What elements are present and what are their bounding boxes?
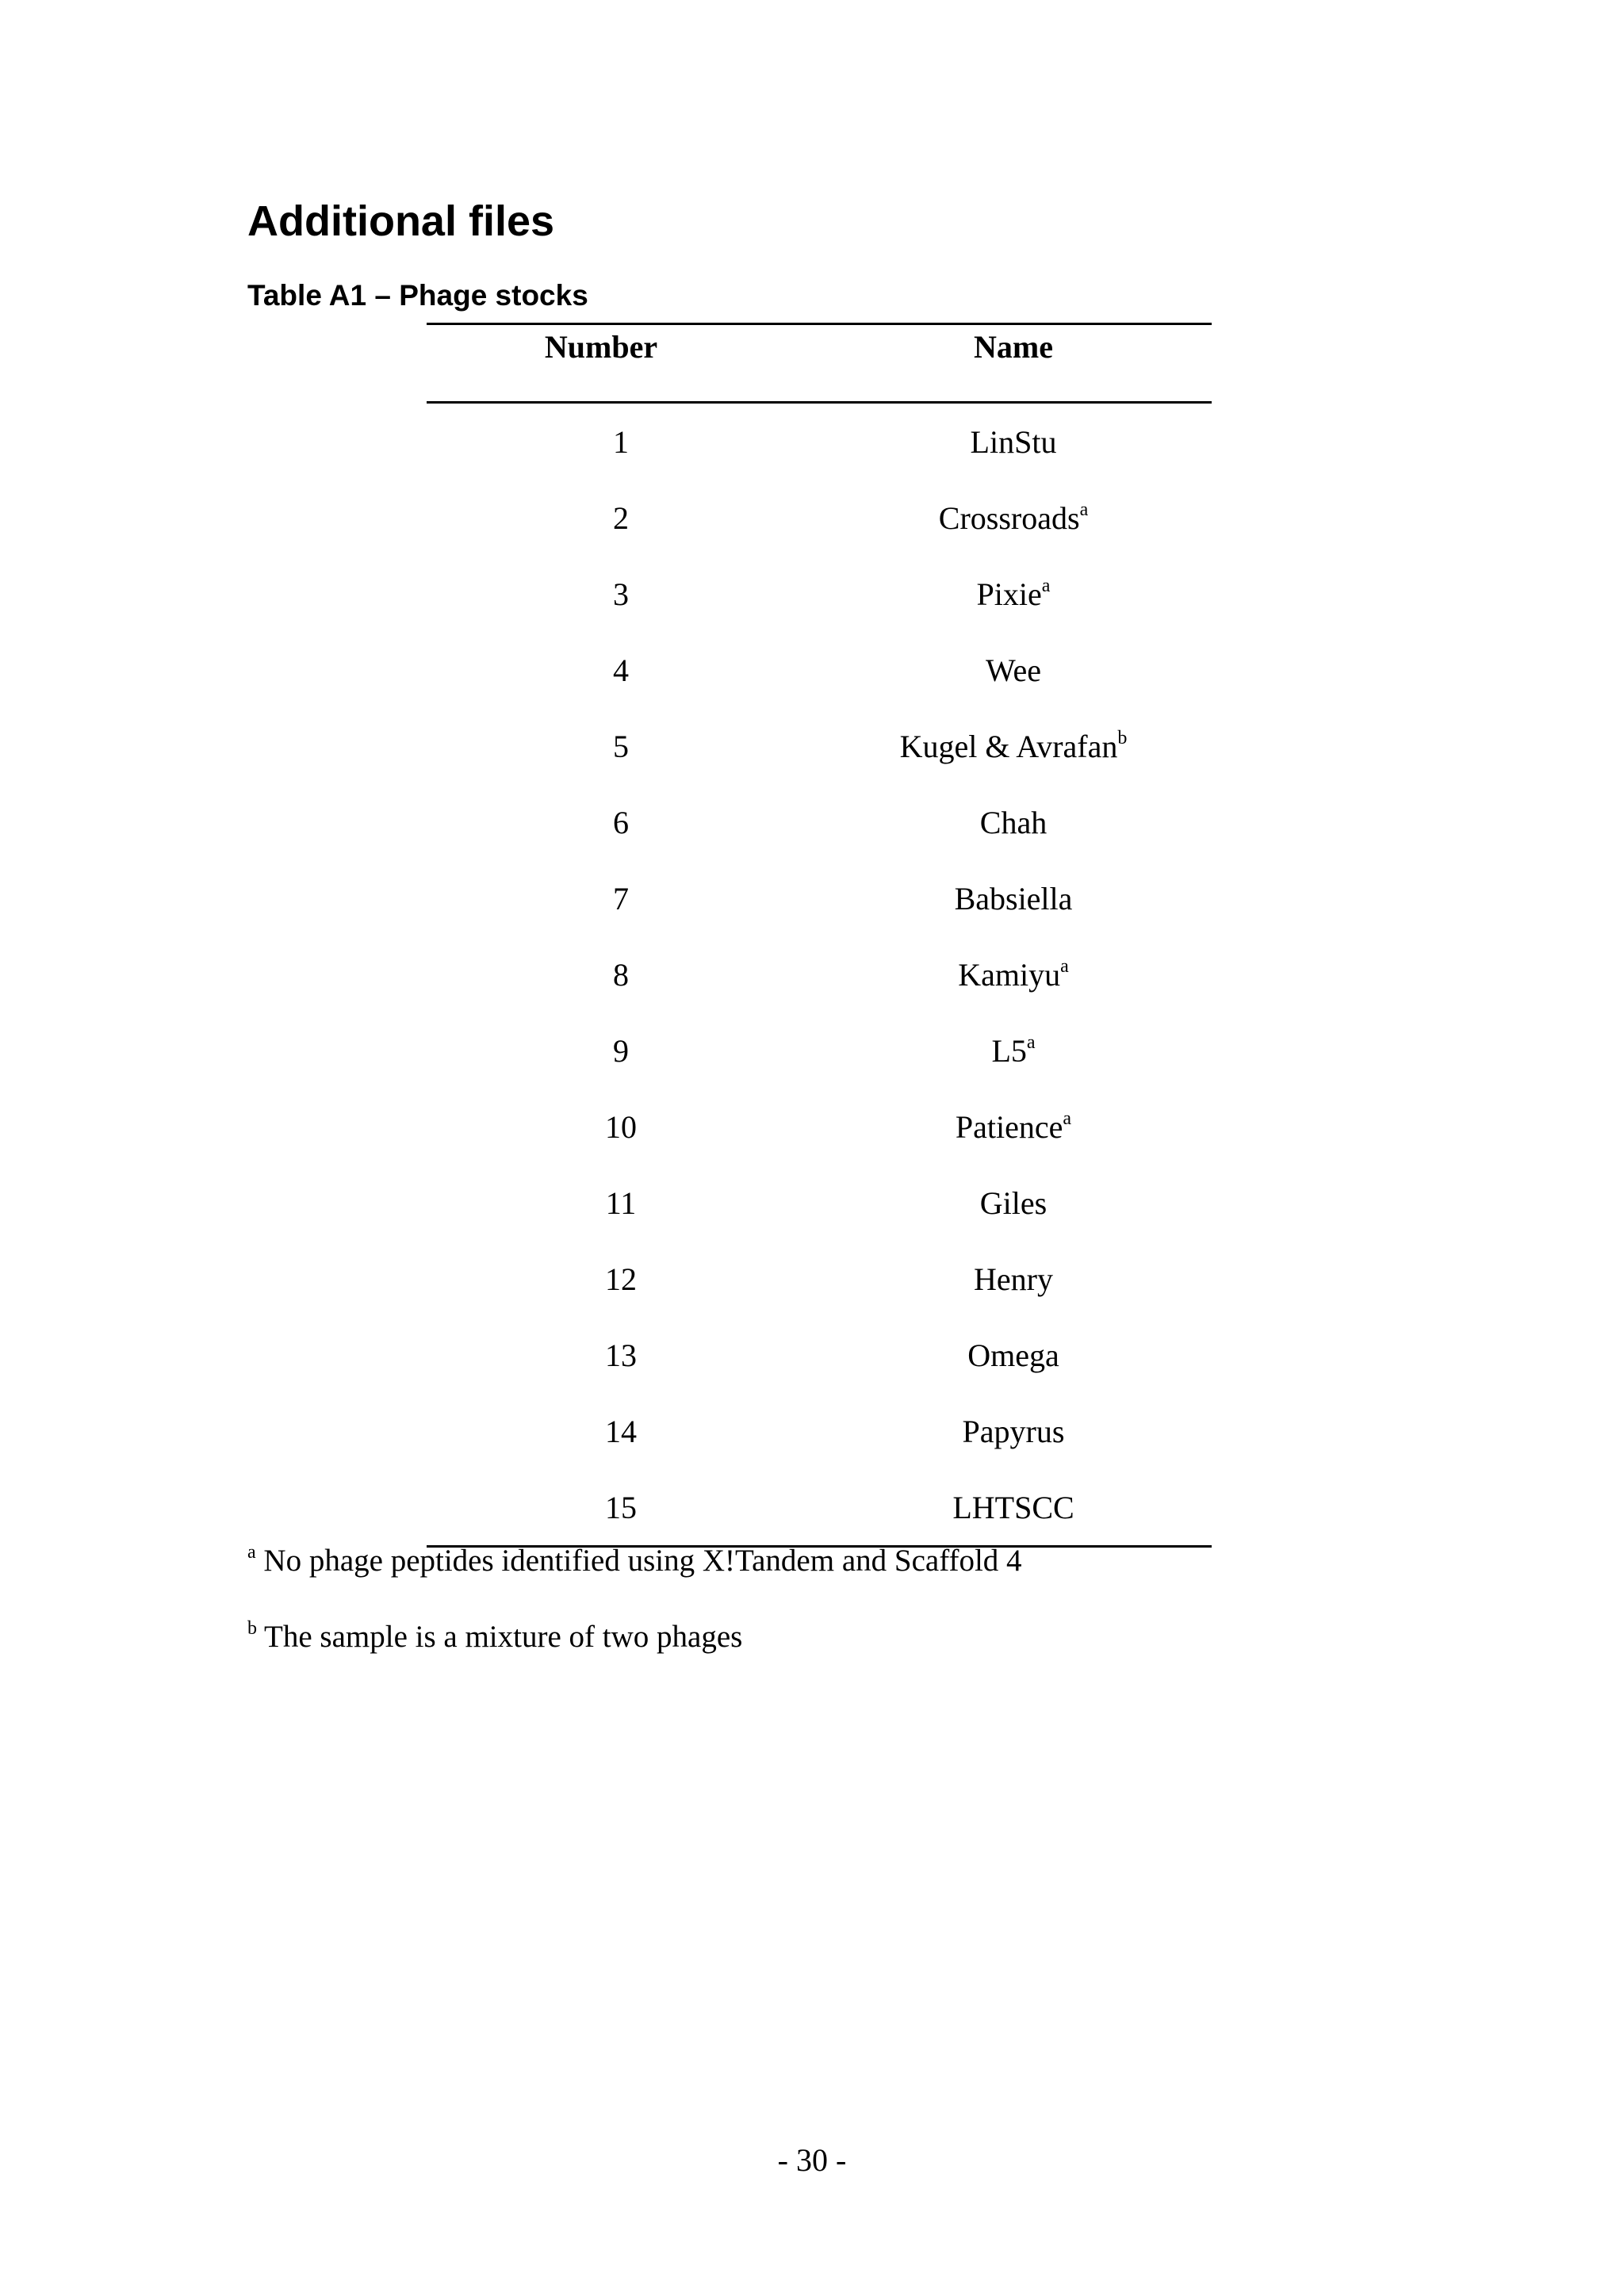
phage-name: Kamiyu: [958, 956, 1061, 993]
phage-name: Kugel & Avrafan: [899, 728, 1118, 764]
table-row: [427, 1165, 1212, 1241]
footnote-text: The sample is a mixture of two phages: [264, 1620, 743, 1654]
row-name-cell: [815, 556, 1212, 632]
table-row: [427, 1393, 1212, 1469]
footnote-marker: a: [1026, 1032, 1036, 1054]
footnote-marker: a: [1060, 956, 1069, 978]
phage-name: Wee: [985, 652, 1042, 688]
phage-name: LinStu: [970, 423, 1057, 460]
footnote-marker: b: [1117, 728, 1128, 749]
row-name-cell: [815, 1089, 1212, 1165]
row-name-cell: [815, 632, 1212, 708]
table-row: [427, 860, 1212, 936]
row-number: 3: [613, 576, 629, 612]
footnote-mark: b: [247, 1618, 257, 1639]
row-name-cell: [815, 1241, 1212, 1317]
phage-name: L5: [991, 1032, 1027, 1069]
table-row: [427, 403, 1212, 480]
footnote-marker: a: [1063, 1108, 1072, 1130]
column-header-name: Name: [815, 324, 1212, 403]
phage-name: Omega: [967, 1337, 1059, 1373]
phage-name: Papyrus: [962, 1413, 1065, 1449]
row-number: 7: [613, 880, 629, 916]
row-name-cell: [815, 1469, 1212, 1547]
phage-stocks-table: [427, 323, 1212, 1548]
phage-name: Chah: [979, 804, 1048, 840]
table-row: [427, 784, 1212, 860]
row-name-cell: [815, 1012, 1212, 1089]
row-number: 12: [605, 1261, 637, 1297]
phage-name: Babsiella: [954, 880, 1073, 916]
row-number: 2: [613, 499, 629, 536]
row-number: 14: [605, 1413, 637, 1449]
phage-name: Patience: [955, 1108, 1063, 1145]
page-number: - 30 -: [777, 2142, 847, 2178]
footnote-text: No phage peptides identified using X!Tandem and Scaffold 4: [263, 1544, 1022, 1578]
table-row: [427, 1089, 1212, 1165]
table-caption: Table A1 – Phage stocks: [247, 279, 588, 312]
row-number: 13: [605, 1337, 637, 1373]
row-number: 8: [613, 956, 629, 993]
row-number: 10: [605, 1108, 637, 1145]
footnote-marker: a: [1079, 499, 1089, 521]
row-name-cell: [815, 1393, 1212, 1469]
column-header-number: Number: [427, 324, 815, 403]
phage-name: Pixie: [976, 576, 1042, 612]
table-row: [427, 1469, 1212, 1547]
footnote-marker: a: [1041, 576, 1051, 597]
row-number: 4: [613, 652, 629, 688]
footnote-a: [247, 1541, 1022, 1581]
row-number: 15: [427, 1469, 815, 1547]
table-header-row: [427, 324, 1212, 403]
row-name-cell: [815, 480, 1212, 556]
table-row: [427, 1241, 1212, 1317]
phage-name: Crossroads: [938, 499, 1080, 536]
table-row: [427, 480, 1212, 556]
row-name-cell: [815, 403, 1212, 480]
table-row: [427, 632, 1212, 708]
table-row: [427, 708, 1212, 784]
row-number: 1: [613, 423, 629, 460]
table-row: [427, 556, 1212, 632]
row-name-cell: [815, 784, 1212, 860]
phage-name: Henry: [974, 1261, 1053, 1297]
section-title: Additional files: [247, 197, 555, 245]
row-name-cell: [815, 708, 1212, 784]
table-row: [427, 936, 1212, 1012]
row-name-cell: [815, 936, 1212, 1012]
row-name-cell: [815, 1317, 1212, 1393]
footnote-b: [247, 1617, 742, 1657]
row-number: 5: [613, 728, 629, 764]
footnote-mark: a: [247, 1542, 256, 1563]
row-number: 6: [613, 804, 629, 840]
phage-stocks-table-container: [427, 323, 1212, 1548]
phage-name: LHTSCC: [952, 1489, 1074, 1525]
phage-name: Giles: [979, 1184, 1048, 1221]
table-row: [427, 1012, 1212, 1089]
row-name-cell: [815, 1165, 1212, 1241]
row-number: 11: [605, 1184, 637, 1221]
row-name-cell: [815, 860, 1212, 936]
row-number: 9: [613, 1032, 629, 1069]
table-row: [427, 1317, 1212, 1393]
